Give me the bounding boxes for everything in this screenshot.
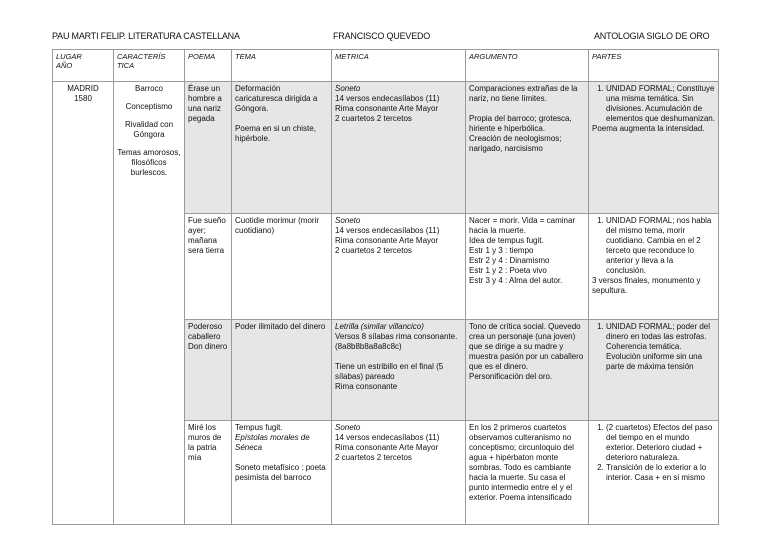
header-author: FRANCISCO QUEVEDO <box>333 31 431 41</box>
partes-cell: 1. UNIDAD FORMAL; nos habla del mismo tema, morir cuotidiano. Cambia en el 2 terceto que reconduce lo anterior y lleva a la conclusión. 3 versos finales, monumento y sepultura. <box>589 214 719 320</box>
place-text: MADRID <box>67 84 99 93</box>
col-header-argumento: ARGUMENTO <box>466 50 589 82</box>
argumento-cell: Comparaciones extrañas de la nariz, no tiene límites. Propia del barroco; grotesca, hiriente e hiperbólica. Creación de neologismos; narigado, narcisismo <box>466 82 589 214</box>
tema-cell: Poder ilimitado del dinero <box>232 320 332 421</box>
metrica-cell: Soneto 14 versos endecasílabos (11) Rima consonante Arte Mayor 2 cuartetos 2 tercetos <box>332 214 466 320</box>
caracteristica-cell: Barroco Conceptismo Rivalidad con Góngora Temas amorosos, filosóficos burlescos. <box>114 82 185 525</box>
partes-cell: 1. UNIDAD FORMAL; Constituye una misma temática. Sin divisiones. Acumulación de elementos que deshumanizan. Poema augmenta la intensidad. <box>589 82 719 214</box>
poema-cell: Poderoso caballero Don dinero <box>185 320 232 421</box>
poema-cell: Fue sueño ayer; mañana sera tierra <box>185 214 232 320</box>
tema-cell: Tempus fugit. Epístolas morales de Séneca Soneto metafísico : poeta pesimista del barroco <box>232 421 332 525</box>
argumento-cell: En los 2 primeros cuartetos observamos culteranismo no conceptismo; circunloquio del agua + hipérbaton monte sombras. Todo es cambiante hacia la muerte. Su casa el punto intermedio entre el y el exterior. Poema intensificado <box>466 421 589 525</box>
partes-cell: 1. (2 cuartetos) Efectos del paso del tiempo en el mundo exterior. Deterioro ciudad + deterioro naturaleza. 2. Transición de lo exterior a lo interior. Casa + en si mismo <box>589 421 719 525</box>
col-header-poema: POEMA <box>185 50 232 82</box>
partes-cell: 1. UNIDAD FORMAL; poder del dinero en todas las estrofas. Coherencia temática. Evolución uniforme sin una parte de máxima tensión <box>589 320 719 421</box>
col-header-partes: PARTES <box>589 50 719 82</box>
argumento-cell: Nacer = morir. Vida = caminar hacia la muerte. Idea de tempus fugit. Estr 1 y 3 : tiempo Estr 2 y 4 : Dinamismo Estr 1 y 2 : Poeta vivo Estr 3 y 4 : Alma del autor. <box>466 214 589 320</box>
analysis-table <box>52 49 719 525</box>
col-header-tema: TEMA <box>232 50 332 82</box>
tema-cell: Deformación caricaturesca dirigida a Góngora. Poema en si un chiste, hipérbole. <box>232 82 332 214</box>
header-course: PAU MARTI FELIP. LITERATURA CASTELLANA <box>52 31 240 41</box>
poema-cell: Érase un hombre a una nariz pegada <box>185 82 232 214</box>
tema-cell: Cuotidie morimur (morir cuotidiano) <box>232 214 332 320</box>
col-header-caracteristica: CARACTERÍS TICA <box>114 50 185 82</box>
metrica-cell: Letrilla (similar villancico) Versos 8 sílabas rima consonante. (8a8b8b8a8a8c8c) Tiene un estribillo en el final (5 sílabas) pareado Rima consonante <box>332 320 466 421</box>
metrica-cell: Soneto 14 versos endecasílabos (11) Rima consonante Arte Mayor 2 cuartetos 2 tercetos <box>332 82 466 214</box>
year-text: 1580 <box>74 94 92 103</box>
poema-cell: Miré los muros de la patria mía <box>185 421 232 525</box>
header-anthology: ANTOLOGIA SIGLO DE ORO <box>594 31 710 41</box>
table-header-row <box>53 50 719 82</box>
table-row <box>53 82 719 214</box>
col-header-lugar: LUGAR AÑO <box>53 50 114 82</box>
argumento-cell: Tono de crítica social. Quevedo crea un personaje (una joven) que se dirige a su madre y muestra pasión por un caballero que es el dinero. Personificación del oro. <box>466 320 589 421</box>
metrica-cell: Soneto 14 versos endecasílabos (11) Rima consonante Arte Mayor 2 cuartetos 2 tercetos <box>332 421 466 525</box>
col-header-metrica: METRICA <box>332 50 466 82</box>
lugar-cell <box>53 82 114 525</box>
